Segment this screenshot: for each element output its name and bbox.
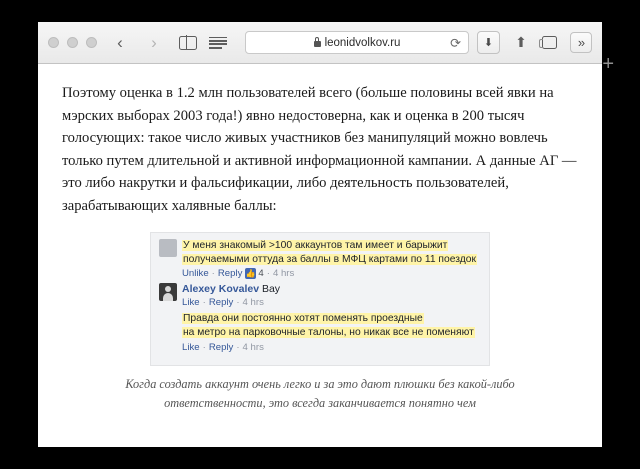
avatar: [159, 239, 177, 257]
minimize-window-button[interactable]: [67, 37, 78, 48]
comment-text: [182, 239, 481, 267]
comment-text-line2: на метро на парковочные талоны, но никак все не поменяют: [183, 327, 474, 339]
comment-timestamp[interactable]: 4 hrs: [242, 342, 264, 354]
toolbar-right-group: [477, 31, 592, 54]
unlike-link[interactable]: Unlike: [182, 268, 209, 280]
comment-timestamp[interactable]: 4 hrs: [242, 297, 264, 309]
downloads-button[interactable]: [477, 31, 500, 54]
tab-overview-icon[interactable]: [542, 36, 557, 49]
forward-button[interactable]: ›: [151, 33, 157, 52]
new-tab-button[interactable]: +: [602, 53, 614, 75]
article-paragraph: Поэтому оценка в 1.2 млн пользователей всего (больше половины всей явки на мэрских выборах 2003 года!) явно недостоверна, как и оценка в 200 тысяч голосующих: такое число живых участников без манипуляций можно вовлечь только путем длительной и активной информационной кампании. А данные АГ — это либо накрутки и фальсификации, либо деятельность пользователей, зарабатывающих халявные баллы:: [62, 85, 577, 215]
like-link[interactable]: Like: [182, 342, 200, 354]
download-icon: ⬇: [483, 37, 494, 49]
reply-link[interactable]: Reply: [217, 268, 243, 280]
like-link[interactable]: Like: [182, 297, 200, 309]
comment-actions: Unlike · Reply 👍 4 · 4 hrs: [182, 268, 295, 280]
list-item: [159, 312, 481, 353]
avatar: [159, 283, 177, 301]
comment-timestamp[interactable]: 4 hrs: [272, 268, 295, 280]
comment-author[interactable]: [182, 283, 481, 295]
lock-icon: [314, 41, 321, 47]
facebook-screenshot: [150, 232, 490, 367]
browser-window: [38, 22, 614, 447]
browser-toolbar: [38, 22, 614, 75]
back-button[interactable]: ‹: [117, 33, 123, 52]
comment-actions: Like · Reply · 4 hrs: [182, 342, 264, 354]
share-icon[interactable]: ⬆: [515, 34, 527, 50]
reader-view-icon[interactable]: [209, 32, 227, 54]
thumbs-up-icon: 👍: [245, 269, 256, 279]
reply-link[interactable]: Reply: [208, 297, 234, 309]
more-toolbar-items-button[interactable]: »: [570, 32, 592, 53]
comment-text-line1: Правда они постоянно хотят поменять проездные: [183, 313, 423, 325]
comment-actions: Like · Reply · 4 hrs: [182, 297, 264, 309]
comment-author-text: Вау: [261, 283, 280, 296]
avatar: [159, 312, 177, 330]
sidebar-icon[interactable]: [179, 32, 197, 54]
like-count: 4: [258, 268, 264, 280]
like-count-badge: [245, 268, 263, 279]
reader-group: [209, 32, 227, 54]
navigation-group: [111, 32, 197, 54]
comment-text: [182, 312, 481, 340]
url-text: leonidvolkov.ru: [324, 36, 401, 49]
reply-link[interactable]: Reply: [208, 342, 234, 354]
zoom-window-button[interactable]: [86, 37, 97, 48]
reload-icon[interactable]: ⟳: [450, 35, 461, 50]
comment-text-line2: получаемыми оттуда за баллы в МФЦ картами по 11 поездок: [183, 253, 476, 265]
close-window-button[interactable]: [48, 37, 59, 48]
comment-author-name: Alexey Kovalev: [182, 283, 260, 296]
window-controls[interactable]: [48, 37, 97, 48]
list-item: [159, 239, 481, 280]
image-caption: Когда создать аккаунт очень легко и за это дают плюшки без какой-либо ответственности, это всегда заканчивается понятно чем: [125, 377, 515, 410]
page-content: [38, 64, 602, 447]
comment-text-line1: У меня знакомый >100 аккаунтов там имеет и барыжит: [183, 239, 448, 251]
list-item: [159, 283, 481, 308]
address-bar[interactable]: [245, 31, 469, 54]
